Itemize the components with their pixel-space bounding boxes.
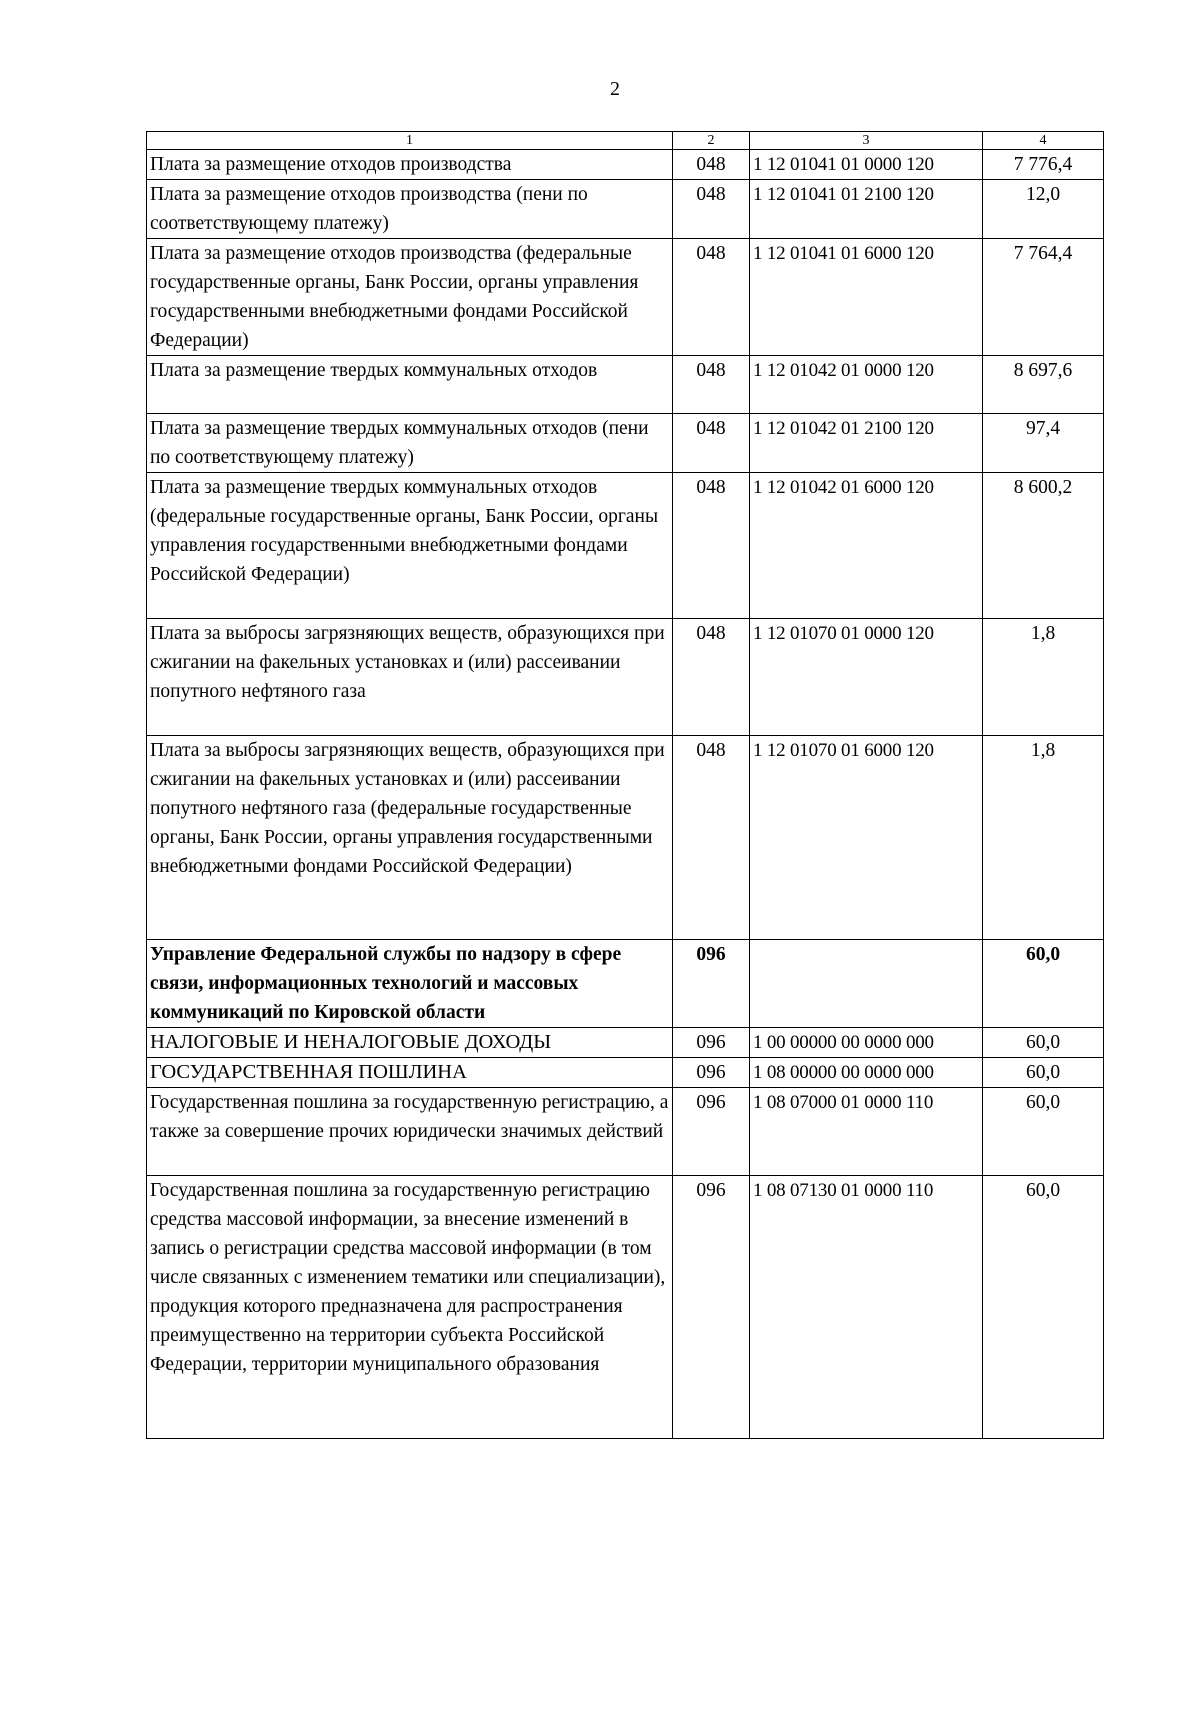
row-name: Плата за размещение твердых коммунальных отходов (федеральные государственные органы, Банк России, органы управления государственными внебюджетными фондами Российской Федерации) — [147, 473, 673, 619]
row-amount: 97,4 — [983, 414, 1104, 473]
row-name: Плата за размещение твердых коммунальных отходов (пени по соответствующему платежу) — [147, 414, 673, 473]
table-row — [147, 736, 1104, 940]
row-budget-code: 1 12 01041 01 6000 120 — [750, 239, 983, 356]
row-admin-code: 048 — [673, 473, 750, 619]
row-admin-code: 048 — [673, 239, 750, 356]
column-header-2: 2 — [673, 132, 750, 150]
table-row — [147, 473, 1104, 619]
row-budget-code: 1 12 01070 01 6000 120 — [750, 736, 983, 940]
row-budget-code: 1 08 07000 01 0000 110 — [750, 1088, 983, 1176]
row-name: Плата за размещение отходов производства (федеральные государственные органы, Банк России, органы управления государственными внебюджетными фондами Российской Федерации) — [147, 239, 673, 356]
row-name: НАЛОГОВЫЕ И НЕНАЛОГОВЫЕ ДОХОДЫ — [147, 1028, 673, 1058]
table-row — [147, 150, 1104, 180]
row-admin-code: 096 — [673, 1088, 750, 1176]
table-row — [147, 1088, 1104, 1176]
table-header-row — [147, 132, 1104, 150]
table-row — [147, 1058, 1104, 1088]
row-admin-code: 048 — [673, 736, 750, 940]
row-admin-code: 096 — [673, 940, 750, 1028]
column-header-1: 1 — [147, 132, 673, 150]
row-name: Плата за размещение отходов производства — [147, 150, 673, 180]
row-admin-code: 096 — [673, 1028, 750, 1058]
table-row — [147, 619, 1104, 736]
row-admin-code: 048 — [673, 414, 750, 473]
row-amount: 7 764,4 — [983, 239, 1104, 356]
row-budget-code: 1 12 01070 01 0000 120 — [750, 619, 983, 736]
column-header-3: 3 — [750, 132, 983, 150]
row-budget-code: 1 08 07130 01 0000 110 — [750, 1176, 983, 1439]
table-row — [147, 180, 1104, 239]
row-budget-code: 1 12 01041 01 0000 120 — [750, 150, 983, 180]
row-admin-code: 048 — [673, 356, 750, 414]
row-amount: 60,0 — [983, 1088, 1104, 1176]
table-row — [147, 239, 1104, 356]
page-number: 2 — [610, 78, 620, 100]
row-budget-code: 1 00 00000 00 0000 000 — [750, 1028, 983, 1058]
row-name: Государственная пошлина за государственную регистрацию, а также за совершение прочих юридически значимых действий — [147, 1088, 673, 1176]
row-name: Управление Федеральной службы по надзору в сфере связи, информационных технологий и массовых коммуникаций по Кировской области — [147, 940, 673, 1028]
row-name: Плата за выбросы загрязняющих веществ, образующихся при сжигании на факельных установках и (или) рассеивании попутного нефтяного газа — [147, 619, 673, 736]
row-amount: 60,0 — [983, 1058, 1104, 1088]
row-admin-code: 048 — [673, 619, 750, 736]
row-admin-code: 048 — [673, 180, 750, 239]
row-budget-code: 1 12 01042 01 2100 120 — [750, 414, 983, 473]
row-amount: 1,8 — [983, 619, 1104, 736]
table-row-administrator-heading — [147, 940, 1104, 1028]
row-budget-code: 1 12 01042 01 0000 120 — [750, 356, 983, 414]
row-admin-code: 096 — [673, 1058, 750, 1088]
row-amount: 1,8 — [983, 736, 1104, 940]
row-name: Плата за размещение твердых коммунальных отходов — [147, 356, 673, 414]
row-name: Плата за размещение отходов производства (пени по соответствующему платежу) — [147, 180, 673, 239]
row-budget-code: 1 12 01042 01 6000 120 — [750, 473, 983, 619]
row-name: Государственная пошлина за государственную регистрацию средства массовой информации, за внесение изменений в запись о регистрации средства массовой информации (в том числе связанных с изменением тематики или специализации), продукция которого предназначена для распространения преимущественно на территории субъекта Российской Федерации, территории муниципального образования — [147, 1176, 673, 1439]
row-amount: 60,0 — [983, 1028, 1104, 1058]
column-header-4: 4 — [983, 132, 1104, 150]
table-row — [147, 414, 1104, 473]
row-amount: 8 697,6 — [983, 356, 1104, 414]
table-row — [147, 1176, 1104, 1439]
row-admin-code: 048 — [673, 150, 750, 180]
table-row — [147, 356, 1104, 414]
table-row — [147, 1028, 1104, 1058]
row-amount: 60,0 — [983, 1176, 1104, 1439]
row-amount: 7 776,4 — [983, 150, 1104, 180]
row-name: Плата за выбросы загрязняющих веществ, образующихся при сжигании на факельных установках и (или) рассеивании попутного нефтяного газа (федеральные государственные органы, Банк России, органы управления государственными внебюджетными фондами Российской Федерации) — [147, 736, 673, 940]
revenue-table — [146, 131, 1104, 1439]
row-amount: 8 600,2 — [983, 473, 1104, 619]
row-budget-code: 1 12 01041 01 2100 120 — [750, 180, 983, 239]
row-budget-code — [750, 940, 983, 1028]
row-amount: 60,0 — [983, 940, 1104, 1028]
row-name: ГОСУДАРСТВЕННАЯ ПОШЛИНА — [147, 1058, 673, 1088]
row-admin-code: 096 — [673, 1176, 750, 1439]
row-amount: 12,0 — [983, 180, 1104, 239]
row-budget-code: 1 08 00000 00 0000 000 — [750, 1058, 983, 1088]
